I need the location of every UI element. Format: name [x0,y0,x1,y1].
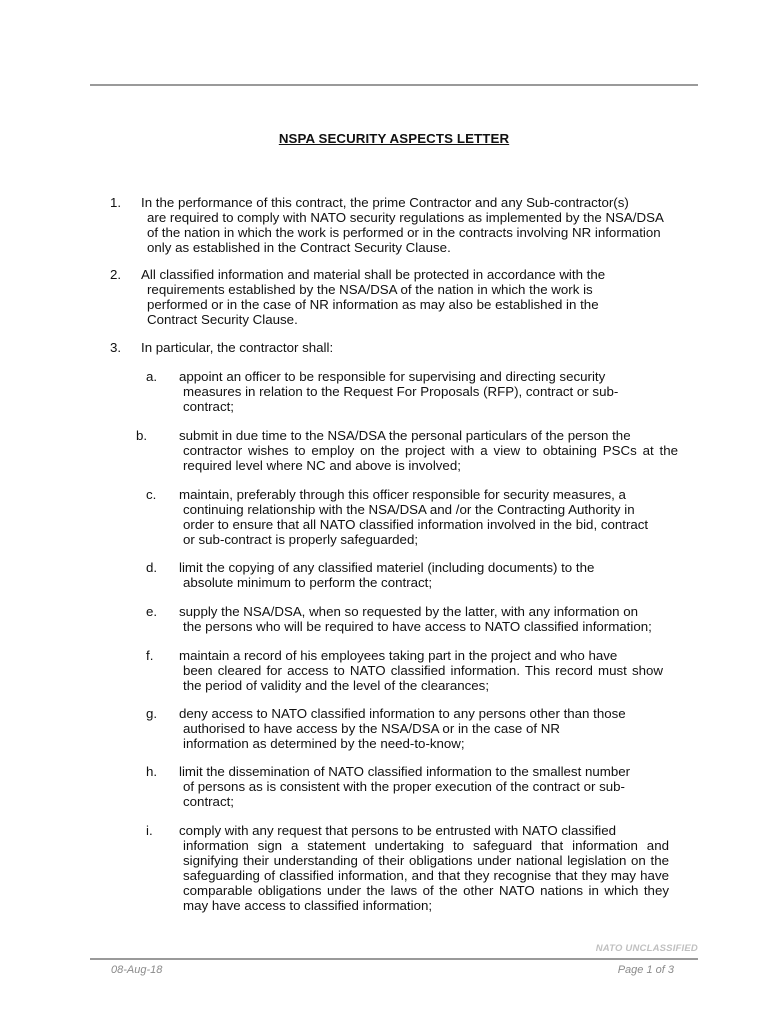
subitem-lead: comply with any request that persons to be entrusted with NATO classified [179,823,617,838]
subitem-e [146,604,691,634]
item-number: 2. [110,267,122,282]
footer-page-number: Page 1 of 3 [617,964,674,976]
subitem-text: contractor wishes to employ on the project with a view to obtaining PSCs at the required level where NC and above is involved; [183,443,678,473]
subitem-letter: a. [146,369,158,384]
subitem-letter: h. [146,764,158,779]
footer-date: 08-Aug-18 [111,964,163,976]
subitem-a [146,369,686,414]
subitem-lead: maintain, preferably through this officer responsible for security measures, a [179,487,626,502]
subitem-text: absolute minimum to perform the contract; [183,575,433,590]
subitem-text: been cleared for access to NATO classified information. This record must show the period of validity and the level of the clearances; [183,663,663,693]
subitem-letter: d. [146,560,158,575]
subitem-d [146,560,686,590]
classification-marking: NATO UNCLASSIFIED [595,943,698,954]
item-number: 1. [110,195,122,210]
subitem-lead: maintain a record of his employees taking part in the project and who have [179,648,618,663]
item-lead: In the performance of this contract, the prime Contractor and any Sub-contractor(s) [141,195,629,210]
subitem-text: measures in relation to the Request For Proposals (RFP), contract or sub-contract; [183,384,619,414]
subitem-lead: limit the copying of any classified materiel (including documents) to the [179,560,595,575]
subitem-f [146,648,686,693]
item-text: are required to comply with NATO security regulations as implemented by the NSA/DSA of the nation in which the work is performed or in the contracts involving NR information only as established in the Contract Security Clause. [147,210,664,255]
header-rule [90,84,698,86]
item-text: requirements established by the NSA/DSA of the nation in which the work is performed or in the case of NR information as may also be established in the Contract Security Clause. [147,282,599,327]
subitem-lead: limit the dissemination of NATO classified information to the smallest number [179,764,631,779]
subitem-text: the persons who will be required to have access to NATO classified information; [183,619,652,634]
subitem-text: authorised to have access by the NSA/DSA or in the case of NR information as determined by the need-to-know; [183,721,560,751]
subitem-letter: i. [146,823,153,838]
item-3 [110,340,670,355]
subitem-lead: submit in due time to the NSA/DSA the personal particulars of the person the [179,428,631,443]
item-lead: All classified information and material shall be protected in accordance with the [141,267,606,282]
subitem-c [146,487,686,547]
footer-rule [90,958,698,960]
subitem-lead: deny access to NATO classified information to any persons other than those [179,706,626,721]
subitem-h [146,764,686,809]
item-number: 3. [110,340,122,355]
subitem-text: information sign a statement undertaking to safeguard that information and signifying their understanding of their obligations under national legislation on the safeguarding of classified information, and that they recognise that they may have comparable obligations under the laws of the other NATO nations in which they may have access to classified information; [183,838,669,913]
subitem-letter: e. [146,604,158,619]
item-1 [110,195,670,255]
item-lead: In particular, the contractor shall: [141,340,334,355]
subitem-g [146,706,686,751]
subitem-letter: b. [136,428,148,443]
subitem-letter: f. [146,648,154,663]
subitem-b [136,428,686,473]
subitem-text: of persons as is consistent with the proper execution of the contract or sub-contract; [183,779,625,809]
subitem-text: continuing relationship with the NSA/DSA and /or the Contracting Authority in order to ensure that all NATO classified information involved in the bid, contract or sub-contract is properly safeguarded; [183,502,649,547]
item-2 [110,267,670,327]
document-title: NSPA SECURITY ASPECTS LETTER [278,131,510,146]
subitem-i [146,823,686,913]
subitem-letter: c. [146,487,157,502]
subitem-lead: supply the NSA/DSA, when so requested by the latter, with any information on [179,604,638,619]
subitem-letter: g. [146,706,158,721]
subitem-lead: appoint an officer to be responsible for supervising and directing security [179,369,606,384]
